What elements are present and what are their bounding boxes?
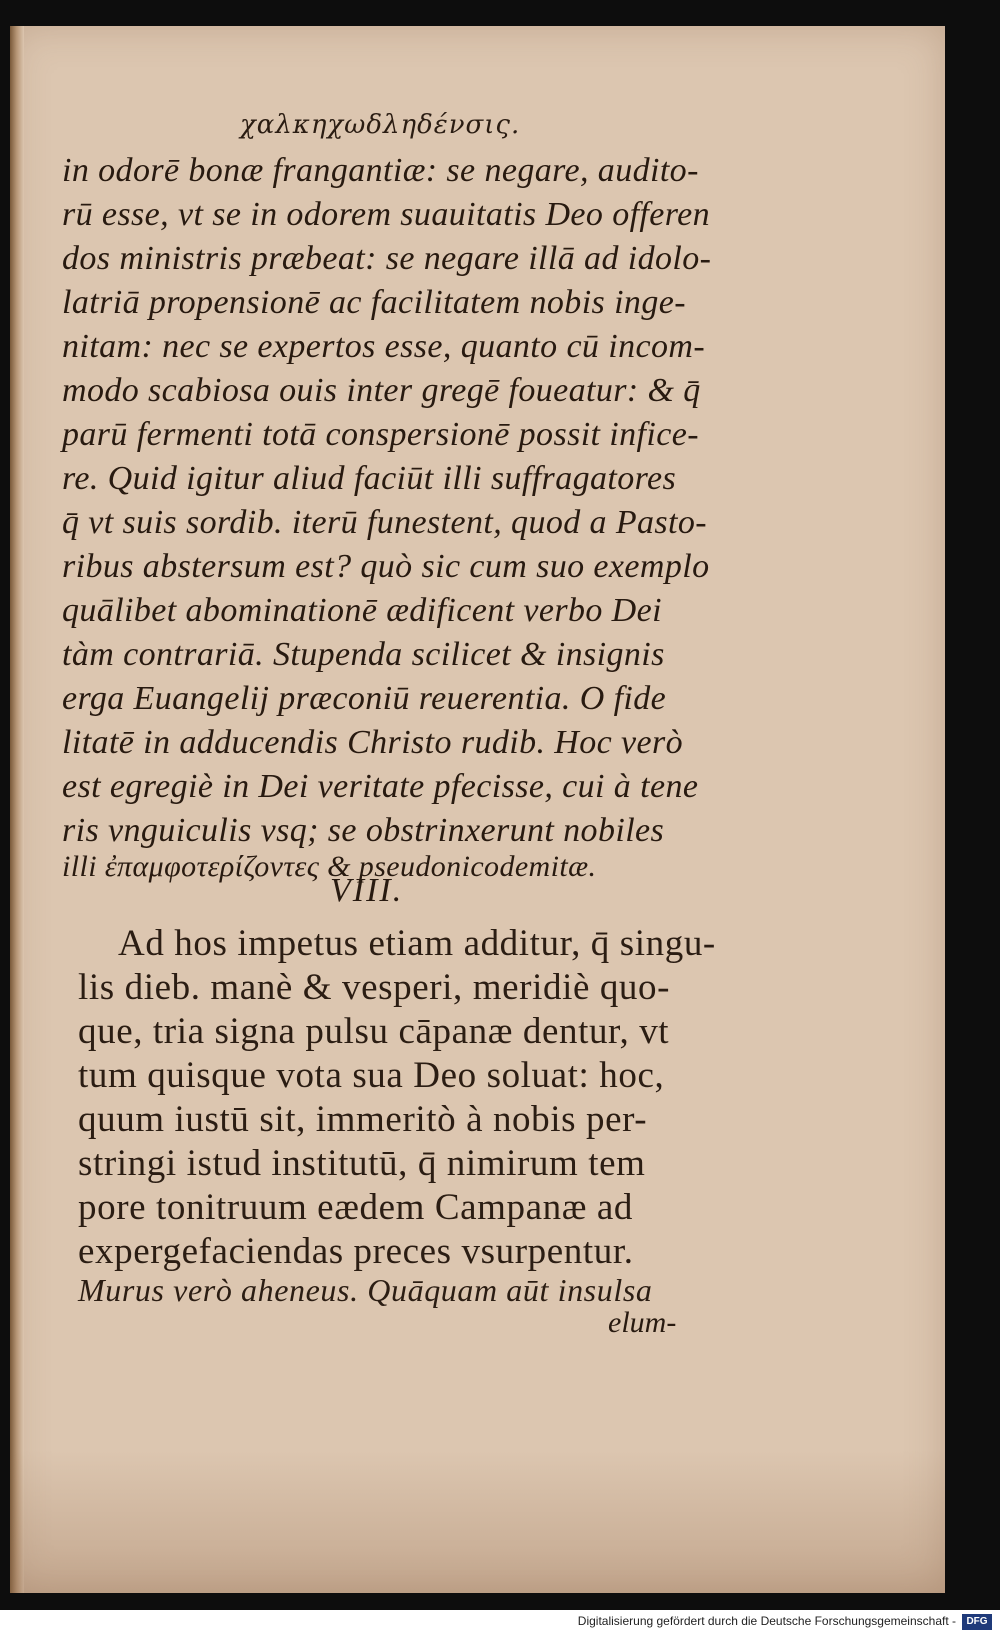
text-line: que, tria signa pulsu cāpanæ dentur, vt (78, 1011, 670, 1052)
text-line: quum iustū sit, immeritò à nobis per- (78, 1099, 648, 1140)
page-gutter (10, 26, 24, 1593)
text-line: est egregiè in Dei veritate pfecisse, cui à tene (62, 768, 699, 805)
catchword: elum- (608, 1306, 677, 1339)
text-line: parū fermenti totā conspersionē possit infice- (62, 416, 699, 453)
section-heading: VIII. (330, 872, 404, 909)
footer-credit: Digitalisierung gefördert durch die Deutsche Forschungsgemeinschaft - (577, 1614, 956, 1628)
text-line: nitam: nec se expertos esse, quanto cū incom- (62, 328, 706, 365)
text-line: pore tonitruum eædem Campanæ ad (78, 1187, 633, 1228)
page-shadow (10, 1450, 945, 1593)
text-line: lis dieb. manè & vesperi, meridiè quo- (78, 967, 671, 1008)
text-line: q̄ vt suis sordib. iterū funestent, quod a Pasto- (62, 504, 708, 541)
text-line: tàm contrariā. Stupenda scilicet & insignis (62, 636, 665, 673)
text-line: Ad hos impetus etiam additur, q̄ singu- (118, 923, 716, 964)
text-line: Murus verò aheneus. Quāquam aūt insulsa (78, 1272, 653, 1308)
text-line: ris vnguiculis vsq; se obstrinxerunt nobiles (62, 812, 665, 849)
running-head: χαλκηχωδληδένσις. (240, 110, 521, 140)
text-line: in odorē bonæ frangantiæ: se negare, audito- (62, 152, 699, 189)
text-line: latriā propensionē ac facilitatem nobis inge- (62, 284, 686, 321)
text-line: rū esse, vt se in odorem suauitatis Deo offeren (62, 196, 711, 233)
text-line: expergefaciendas preces vsurpentur. (78, 1231, 634, 1272)
text-line: erga Euangelij præconiū reuerentia. O fide (62, 680, 667, 717)
text-line: litatē in adducendis Christo rudib. Hoc verò (62, 724, 684, 761)
text-line: modo scabiosa ouis inter gregē foueatur: & q̄ (62, 372, 701, 409)
text-line: illi ἐπαμφοτερίζοντες & pseudonicodemitæ. (62, 850, 597, 883)
text-line: stringi istud institutū, q̄ nimirum tem (78, 1143, 646, 1184)
dfg-logo: DFG (962, 1614, 992, 1630)
text-line: dos ministris præbeat: se negare illā ad idolo- (62, 240, 712, 277)
text-line: tum quisque vota sua Deo soluat: hoc, (78, 1055, 665, 1096)
text-line: quālibet abominationē ædificent verbo Dei (62, 592, 662, 629)
text-line: ribus abstersum est? quò sic cum suo exemplo (62, 548, 710, 585)
text-line: re. Quid igitur aliud faciūt illi suffragatores (62, 460, 677, 497)
